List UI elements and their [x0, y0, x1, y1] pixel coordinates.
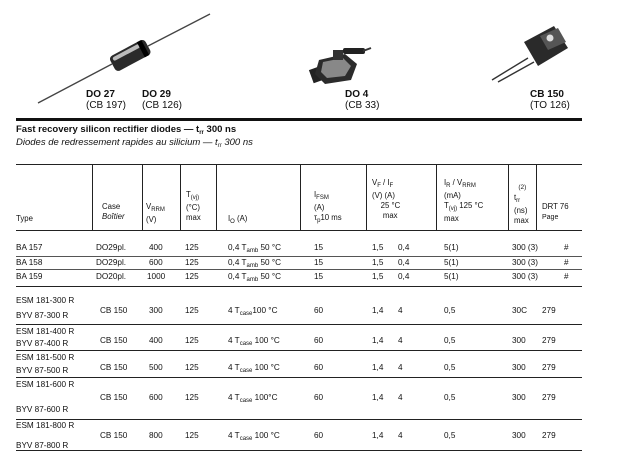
cell-type-alt: BYV 87-600 R [16, 405, 69, 414]
cell-vf: 1,4 [372, 431, 384, 440]
cell-trr: 300 (3) [512, 272, 538, 281]
package-cb150-label: CB 150 (TO 126) [530, 89, 570, 111]
cell-trr: 300 [512, 393, 526, 402]
cell-vrrm: 400 [149, 243, 163, 252]
header-tvj: $T_{(vj)}$ (°C) max [186, 190, 201, 222]
cell-ir: 5(1) [444, 243, 459, 252]
cell-page: 279 [542, 363, 556, 372]
cell-page: 279 [542, 306, 556, 315]
cell-trr: 300 (3) [512, 258, 538, 267]
section-top-rule [16, 118, 582, 121]
col-divider [300, 164, 301, 230]
cell-tvj: 125 [185, 258, 199, 267]
cell-page: # [564, 272, 569, 281]
header-drt-page: DRT 76 Page [542, 202, 569, 221]
cell-tvj: 125 [185, 336, 199, 345]
header-trr: (2) $t_{rr}$ (ns) max [514, 184, 529, 225]
cell-io: 0,4 $T_{amb}$ 50 °C [228, 243, 282, 254]
cell-case: CB 150 [100, 306, 128, 315]
cell-io: 0,4 $T_{amb}$ 50 °C [228, 272, 282, 283]
package-do29-label: DO 29 (CB 126) [142, 89, 183, 111]
cell-type-alt: BYV 87-500 R [16, 366, 69, 375]
cell-if: 4 [398, 363, 403, 372]
row-rule [16, 350, 582, 351]
cell-io: 4 $T_{case}100$ °C [228, 306, 278, 317]
group-rule [16, 286, 582, 287]
section-title-en: Fast recovery silicon rectifier diodes — $t_{rr}$ 300 ns [16, 124, 237, 136]
cell-type: ESM 181-600 R [16, 380, 75, 389]
cell-vf: 1,4 [372, 306, 384, 315]
cell-type: ESM 181-500 R [16, 353, 75, 362]
cell-vf: 1,4 [372, 336, 384, 345]
table-header-top-rule [16, 164, 582, 165]
cell-if: 4 [398, 393, 403, 402]
cell-trr: 300 [512, 336, 526, 345]
header-ir-vrrm: $I_R / V_{RRM}$ (mA) $T_{(vj)}$ 125 °C max [444, 178, 484, 223]
row-rule [16, 377, 582, 378]
cell-vrrm: 400 [149, 336, 163, 345]
cell-if: 4 [398, 431, 403, 440]
cell-tvj: 125 [185, 393, 199, 402]
table-header-bottom-rule [16, 230, 582, 231]
cell-type-alt: BYV 87-400 R [16, 339, 69, 348]
cell-case: CB 150 [100, 431, 128, 440]
cell-vrrm: 300 [149, 306, 163, 315]
cell-type: BA 159 [16, 272, 43, 281]
col-divider [92, 164, 93, 230]
row-rule [16, 269, 582, 270]
cell-ifsm: 15 [314, 272, 324, 281]
header-vrrm: $V_{RRM}$ (V) [146, 202, 165, 224]
cell-ifsm: 60 [314, 306, 324, 315]
cell-page: 279 [542, 431, 556, 440]
cell-if: 0,4 [398, 272, 410, 281]
cell-ir: 5(1) [444, 258, 459, 267]
cell-vf: 1,4 [372, 393, 384, 402]
cell-page: # [564, 258, 569, 267]
cell-vrrm: 800 [149, 431, 163, 440]
cell-trr: 300 (3) [512, 243, 538, 252]
cell-page: 279 [542, 393, 556, 402]
cell-ifsm: 60 [314, 363, 324, 372]
cell-tvj: 125 [185, 272, 199, 281]
cell-io: 4 $T_{case}$ 100 °C [228, 363, 280, 374]
cell-type: BA 158 [16, 258, 43, 267]
cell-trr: 300 [512, 363, 526, 372]
cell-ir: 0,5 [444, 363, 456, 372]
header-type: Type [16, 214, 33, 223]
section-title-fr: Diodes de redressement rapides au silicium — $t_{rr}$ 300 ns [16, 137, 253, 149]
cell-case: DO29pl. [96, 243, 127, 252]
cell-type-alt: BYV 87-800 R [16, 441, 69, 450]
cell-io: 4 $T_{case}$ 100 °C [228, 431, 280, 442]
cell-if: 0,4 [398, 258, 410, 267]
cell-ir: 5(1) [444, 272, 459, 281]
cell-ifsm: 15 [314, 243, 324, 252]
cell-case: CB 150 [100, 336, 128, 345]
cell-vf: 1,5 [372, 258, 384, 267]
cell-if: 4 [398, 306, 403, 315]
cell-io: 0,4 $T_{amb}$ 50 °C [228, 258, 282, 269]
header-case: Case Boîtier [102, 202, 125, 221]
cell-type: BA 157 [16, 243, 43, 252]
header-ifsm: $I_{FSM}$ (A) $\tau_p10$ ms [314, 190, 342, 224]
cell-ifsm: 60 [314, 336, 324, 345]
cell-vf: 1,5 [372, 243, 384, 252]
table-bottom-rule [16, 450, 582, 451]
do27-package-drawing [30, 8, 230, 108]
cell-type: ESM 181-800 R [16, 421, 75, 430]
cell-case: CB 150 [100, 393, 128, 402]
cell-ir: 0,5 [444, 393, 456, 402]
cell-ifsm: 60 [314, 393, 324, 402]
cell-ir: 0,5 [444, 431, 456, 440]
cell-vrrm: 600 [149, 393, 163, 402]
col-divider [216, 164, 217, 230]
cell-io: 4 $T_{case}$ 100°C [228, 393, 278, 404]
cell-ir: 0,5 [444, 336, 456, 345]
cell-if: 4 [398, 336, 403, 345]
cell-page: 279 [542, 336, 556, 345]
cell-tvj: 125 [185, 243, 199, 252]
package-do27-label: DO 27 (CB 197) [86, 89, 127, 111]
cell-vf: 1,5 [372, 272, 384, 281]
cell-io: 4 $T_{case}$ 100 °C [228, 336, 280, 347]
col-divider [508, 164, 509, 230]
cell-ifsm: 60 [314, 431, 324, 440]
cell-tvj: 125 [185, 363, 199, 372]
cell-vf: 1,4 [372, 363, 384, 372]
col-divider [436, 164, 437, 230]
cb150-package-drawing [488, 22, 578, 84]
cell-type-alt: BYV 87-300 R [16, 311, 69, 320]
cell-type: ESM 181-400 R [16, 327, 75, 336]
col-divider [180, 164, 181, 230]
row-rule [16, 324, 582, 325]
cell-case: DO20pl. [96, 272, 127, 281]
cell-trr: 30C [512, 306, 528, 315]
cell-tvj: 125 [185, 306, 199, 315]
package-do4-label: DO 4 (CB 33) [345, 89, 380, 111]
cell-page: # [564, 243, 569, 252]
cell-vrrm: 500 [149, 363, 163, 372]
col-divider [536, 164, 537, 230]
cell-type: ESM 181-300 R [16, 296, 75, 305]
cell-tvj: 125 [185, 431, 199, 440]
cell-if: 0,4 [398, 243, 410, 252]
cell-case: CB 150 [100, 363, 128, 372]
row-rule [16, 256, 582, 257]
col-divider [142, 164, 143, 230]
cell-case: DO29pl. [96, 258, 127, 267]
cell-trr: 300 [512, 431, 526, 440]
cell-ifsm: 15 [314, 258, 324, 267]
cell-ir: 0,5 [444, 306, 456, 315]
row-rule [16, 419, 582, 420]
cell-vrrm: 1000 [147, 272, 166, 281]
header-io: $I_O$ (A) [228, 214, 248, 225]
cell-vrrm: 600 [149, 258, 163, 267]
col-divider [366, 164, 367, 230]
header-vf-if: $V_F / I_F$ (V) (A) 25 °C max [372, 178, 401, 220]
